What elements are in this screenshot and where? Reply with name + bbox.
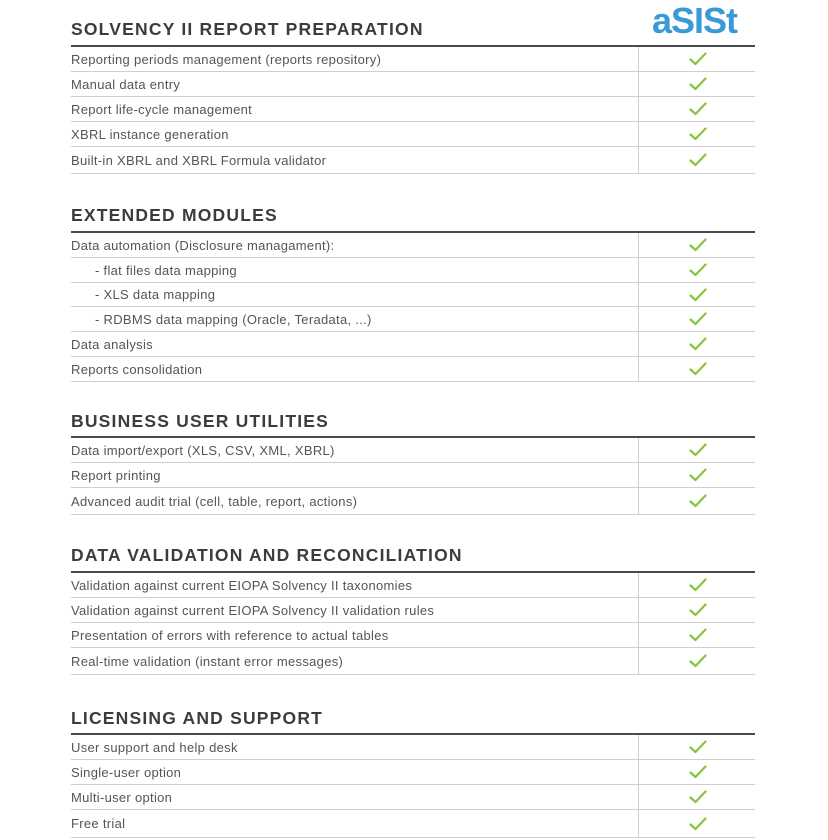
check-icon (689, 765, 707, 779)
feature-label: Advanced audit trial (cell, table, report, actions) (71, 493, 358, 509)
feature-label: - RDBMS data mapping (Oracle, Teradata, ...) (95, 311, 372, 327)
feature-row (71, 258, 755, 283)
support-cell (638, 438, 756, 462)
support-cell (638, 258, 756, 282)
feature-label: Data automation (Disclosure managament): (71, 237, 335, 253)
support-cell (638, 47, 756, 71)
feature-row (71, 147, 755, 174)
check-icon (689, 312, 707, 326)
check-icon (689, 127, 707, 141)
feature-label: Built-in XBRL and XBRL Formula validator (71, 152, 327, 168)
check-icon (689, 740, 707, 754)
support-cell (638, 785, 756, 809)
feature-label: Reporting periods management (reports repository) (71, 51, 382, 67)
support-cell (638, 97, 756, 121)
feature-row (71, 122, 755, 147)
feature-label: Free trial (71, 816, 126, 831)
feature-row (71, 72, 755, 97)
support-cell (638, 463, 756, 487)
feature-row (71, 307, 755, 332)
check-icon (689, 52, 707, 66)
feature-label: Data import/export (XLS, CSV, XML, XBRL) (71, 442, 335, 458)
support-cell (638, 332, 756, 356)
section-title: DATA VALIDATION AND RECONCILIATION (71, 545, 463, 565)
feature-label: Reports consolidation (71, 361, 203, 377)
feature-row (71, 648, 755, 675)
check-icon (689, 288, 707, 302)
check-icon (689, 494, 707, 508)
logo-text: aSISt (652, 2, 738, 38)
check-icon (689, 337, 707, 351)
check-icon (689, 790, 707, 804)
check-icon (689, 654, 707, 668)
feature-row (71, 623, 755, 648)
feature-row (71, 488, 755, 515)
check-icon (689, 153, 707, 167)
feature-row (71, 785, 755, 810)
feature-row (71, 573, 755, 598)
feature-row (71, 283, 755, 307)
feature-label: User support and help desk (71, 739, 238, 755)
section-title: LICENSING AND SUPPORT (71, 708, 324, 728)
check-icon (689, 628, 707, 642)
support-cell (638, 122, 756, 146)
feature-label: Real-time validation (instant error messages) (71, 653, 344, 669)
check-icon (689, 603, 707, 617)
feature-label: - XLS data mapping (95, 287, 216, 302)
feature-label: Presentation of errors with reference to actual tables (71, 627, 389, 643)
feature-label: Data analysis (71, 336, 153, 352)
support-cell (638, 810, 756, 837)
feature-label: Manual data entry (71, 76, 181, 92)
feature-label: Single-user option (71, 764, 182, 780)
feature-row (71, 47, 755, 72)
feature-label: - flat files data mapping (95, 262, 237, 278)
support-cell (638, 598, 756, 622)
feature-row (71, 438, 755, 463)
support-cell (638, 648, 756, 674)
feature-row (71, 332, 755, 357)
check-icon (689, 77, 707, 91)
check-icon (689, 263, 707, 277)
asist-logo (650, 2, 756, 38)
feature-row (71, 760, 755, 785)
support-cell (638, 307, 756, 331)
feature-label: Validation against current EIOPA Solvency II taxonomies (71, 577, 413, 593)
check-icon (689, 102, 707, 116)
feature-label: Multi-user option (71, 789, 173, 805)
feature-label: Validation against current EIOPA Solvency II validation rules (71, 602, 435, 618)
section-title: BUSINESS USER UTILITIES (71, 411, 330, 431)
check-icon (689, 362, 707, 376)
check-icon (689, 238, 707, 252)
support-cell (638, 147, 756, 173)
feature-row (71, 97, 755, 122)
feature-row (71, 463, 755, 488)
feature-row (71, 598, 755, 623)
feature-label: Report life-cycle management (71, 101, 253, 117)
feature-label: XBRL instance generation (71, 126, 229, 142)
feature-row (71, 233, 755, 258)
support-cell (638, 623, 756, 647)
check-icon (689, 817, 707, 831)
support-cell (638, 233, 756, 257)
check-icon (689, 468, 707, 482)
feature-row (71, 357, 755, 382)
support-cell (638, 488, 756, 514)
feature-row (71, 810, 755, 838)
support-cell (638, 72, 756, 96)
feature-label: Report printing (71, 467, 161, 483)
support-cell (638, 573, 756, 597)
section-title: EXTENDED MODULES (71, 205, 278, 225)
support-cell (638, 357, 756, 381)
check-icon (689, 578, 707, 592)
section-title: SOLVENCY II REPORT PREPARATION (71, 19, 424, 39)
check-icon (689, 443, 707, 457)
support-cell (638, 760, 756, 784)
support-cell (638, 735, 756, 759)
support-cell (638, 283, 756, 306)
feature-row (71, 735, 755, 760)
